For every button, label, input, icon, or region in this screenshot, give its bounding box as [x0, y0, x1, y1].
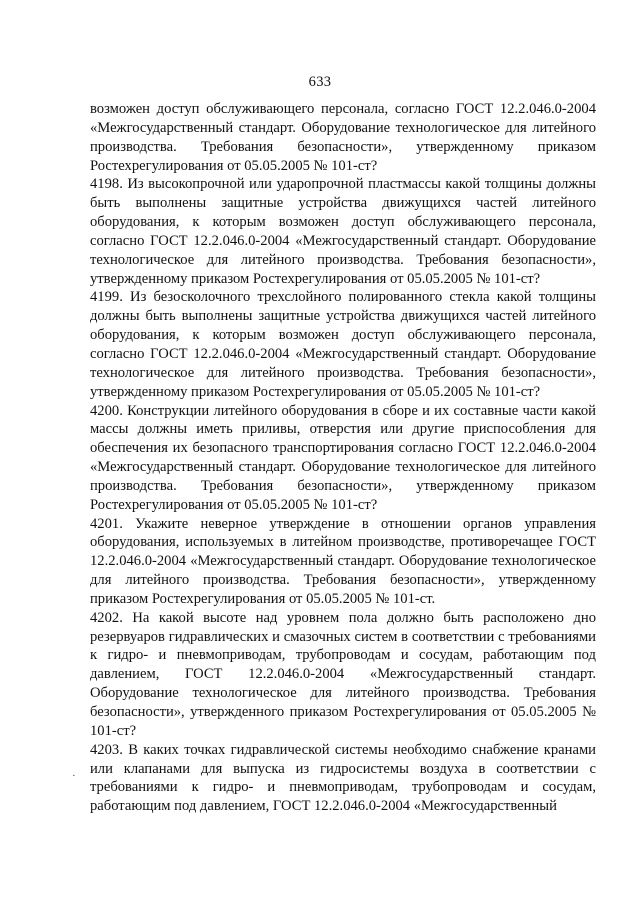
- scan-mark: ·: [72, 770, 76, 782]
- question-4198: 4198. Из высокопрочной или ударопрочной пластмассы какой толщины должны быть выполнены защитные устройства движущихся частей литейного оборудования, к которым возможен доступ обслуживающего персонала, согласно ГОСТ 12.2.046.0-2004 «Межгосударственный стандарт. Оборудование технологическое для литейного производства. Требования безопасности», утвержденному приказом Ростехрегулирования от 05.05.2005 № 101-ст?: [90, 176, 596, 287]
- question-4201: 4201. Укажите неверное утверждение в отношении органов управления оборудования, используемых в литейном производстве, противоречащее ГОСТ 12.2.046.0-2004 «Межгосударственный стандарт. Оборудование технологическое для литейного производства. Требования безопасности», утвержденному приказом Ростехрегулирования от 05.05.2005 № 101-ст.: [90, 515, 596, 607]
- question-4203: 4203. В каких точках гидравлической системы необходимо снабжение кранами или клапанами для выпуска из гидросистемы воздуха в соответствии с требованиями к гидро- и пневмоприводам, трубопроводам и сосудам, работающим под давлением, ГОСТ 12.2.046.0-2004 «Межгосударственный: [90, 741, 596, 815]
- document-body: [90, 100, 596, 816]
- question-4199: 4199. Из безосколочного трехслойного полированного стекла какой толщины должны быть выполнены защитные устройства движущихся частей литейного оборудования, к которым возможен доступ обслуживающего персонала, согласно ГОСТ 12.2.046.0-2004 «Межгосударственный стандарт. Оборудование технологическое для литейного производства. Требования безопасности», утвержденному приказом Ростехрегулирования от 05.05.2005 № 101-ст?: [90, 289, 596, 400]
- question-4202: 4202. На какой высоте над уровнем пола должно быть расположено дно резервуаров гидравлических и смазочных систем в соответствии с требованиями к гидро- и пневмоприводам, трубопроводам и сосудам, работающим под давлением, ГОСТ 12.2.046.0-2004 «Межгосударственный стандарт. Оборудование технологическое для литейного производства. Требования безопасности», утвержденного приказом Ростехрегулирования от 05.05.2005 № 101-ст?: [90, 609, 596, 739]
- question-4200: 4200. Конструкции литейного оборудования в сборе и их составные части какой массы должны иметь приливы, отверстия или другие приспособления для обеспечения их безопасного транспортирования согласно ГОСТ 12.2.046.0-2004 «Межгосударственный стандарт. Оборудование технологическое для литейного производства. Требования безопасности», утвержденному приказом Ростехрегулирования от 05.05.2005 № 101-ст?: [90, 402, 596, 513]
- paragraph-continuation: возможен доступ обслуживающего персонала, согласно ГОСТ 12.2.046.0-2004 «Межгосударственный стандарт. Оборудование технологическое для литейного производства. Требования безопасности», утвержденному приказом Ростехрегулирования от 05.05.2005 № 101-ст?: [90, 101, 596, 174]
- page-number: 633: [308, 74, 332, 90]
